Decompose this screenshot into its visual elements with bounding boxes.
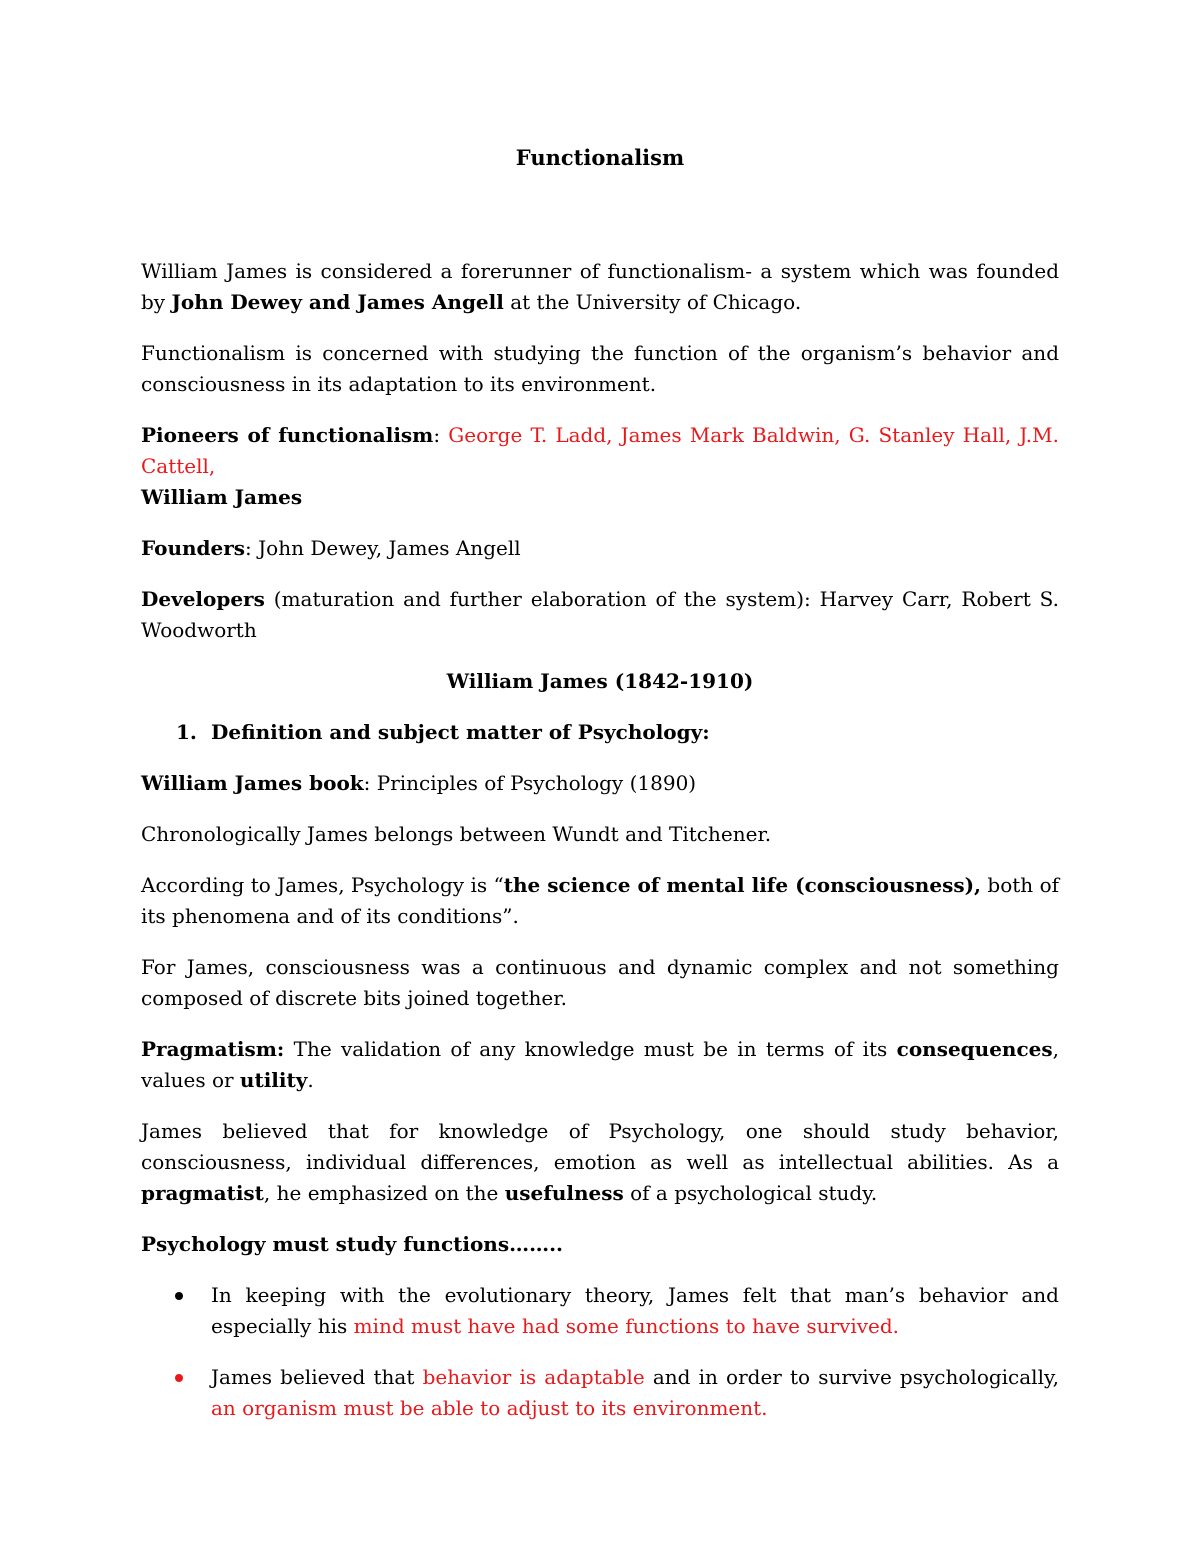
pragmatism-label: Pragmatism:: [141, 1037, 285, 1061]
believed-text-mid: , he emphasized on the: [263, 1181, 505, 1205]
section-heading: William James (1842-1910): [446, 669, 754, 693]
functions-heading: [141, 1229, 1059, 1260]
founders-text: : John Dewey, James Angell: [245, 536, 521, 560]
bullet-text: James believed that: [211, 1365, 423, 1389]
according-text: According to James, Psychology is “: [141, 873, 504, 897]
intro-text: William James is considered a forerunner of functionalism- a system which was founded by: [141, 259, 1059, 314]
book-text: : Principles of Psychology (1890): [363, 771, 697, 795]
pioneers-paragraph: [141, 420, 1059, 513]
pioneers-last-name: William James: [141, 485, 303, 509]
pragmatism-text: The validation of any knowledge must be in terms of its: [284, 1037, 897, 1061]
founders-label: Founders: [141, 536, 246, 560]
intro-text-end: at the University of Chicago.: [503, 290, 802, 314]
document-title: Functionalism: [515, 145, 685, 170]
founders-names-bold: John Dewey and James Angell: [171, 290, 504, 314]
intro-paragraph: [141, 256, 1059, 318]
pragmatist-bold: pragmatist: [141, 1181, 264, 1205]
utility-bold: utility: [239, 1068, 308, 1092]
bullet-text: In keeping with the evolutionary theory, James felt that man’s behavior and especially his: [211, 1283, 1059, 1338]
numbered-heading: [141, 717, 1059, 748]
book-paragraph: [141, 768, 1059, 799]
numbered-heading-text: Definition and subject matter of Psychology:: [211, 720, 710, 744]
bullet-highlight-end: an organism must be able to adjust to its environment.: [211, 1396, 768, 1420]
pragmatism-text-mid: , values or: [141, 1037, 1059, 1092]
functionalism-definition-paragraph: Functionalism is concerned with studying the function of the organism’s behavior and consciousness in its adaptation to its environment.: [141, 341, 1059, 396]
bullet-dot-icon: [175, 1292, 183, 1300]
bullet-highlight: behavior is adaptable: [422, 1365, 645, 1389]
functions-heading-text: Psychology must study functions……..: [141, 1232, 564, 1256]
bullet-dot-icon: [175, 1374, 183, 1382]
according-definition-bold: the science of mental life (consciousness),: [503, 873, 982, 897]
pioneers-separator: :: [433, 423, 449, 447]
believed-text: James believed that for knowledge of Psychology, one should study behavior, consciousness, individual differences, emotion as well as intellectual abilities. As a: [141, 1119, 1059, 1174]
pragmatism-paragraph: [141, 1034, 1059, 1096]
founders-paragraph: [141, 533, 1059, 564]
consciousness-paragraph: For James, consciousness was a continuous and dynamic complex and not something composed of discrete bits joined together.: [141, 955, 1059, 1010]
believed-paragraph: [141, 1116, 1059, 1209]
list-item: [141, 1280, 1059, 1342]
according-text-end: both of its phenomena and of its conditions”.: [141, 873, 1060, 928]
numbered-heading-number: 1.: [176, 720, 197, 744]
developers-paragraph: [141, 584, 1059, 646]
list-item: [141, 1362, 1059, 1424]
consequences-bold: consequences: [896, 1037, 1053, 1061]
usefulness-bold: usefulness: [504, 1181, 624, 1205]
developers-label: Developers: [141, 587, 265, 611]
pragmatism-text-end: .: [307, 1068, 314, 1092]
chronology-paragraph: Chronologically James belongs between Wundt and Titchener.: [141, 822, 772, 846]
according-paragraph: [141, 870, 1059, 932]
book-label: William James book: [141, 771, 364, 795]
bullet-highlight: mind must have had some functions to have survived.: [353, 1314, 900, 1338]
functions-bullet-list: [141, 1280, 1059, 1424]
developers-text: (maturation and further elaboration of the system): Harvey Carr, Robert S. Woodworth: [141, 587, 1059, 642]
bullet-text-mid: and in order to survive psychologically,: [644, 1365, 1059, 1389]
believed-text-end: of a psychological study.: [623, 1181, 878, 1205]
document-page: [141, 140, 1059, 1444]
pioneers-names: George T. Ladd, James Mark Baldwin, G. Stanley Hall, J.M. Cattell,: [141, 423, 1059, 478]
pioneers-label: Pioneers of functionalism: [141, 423, 434, 447]
